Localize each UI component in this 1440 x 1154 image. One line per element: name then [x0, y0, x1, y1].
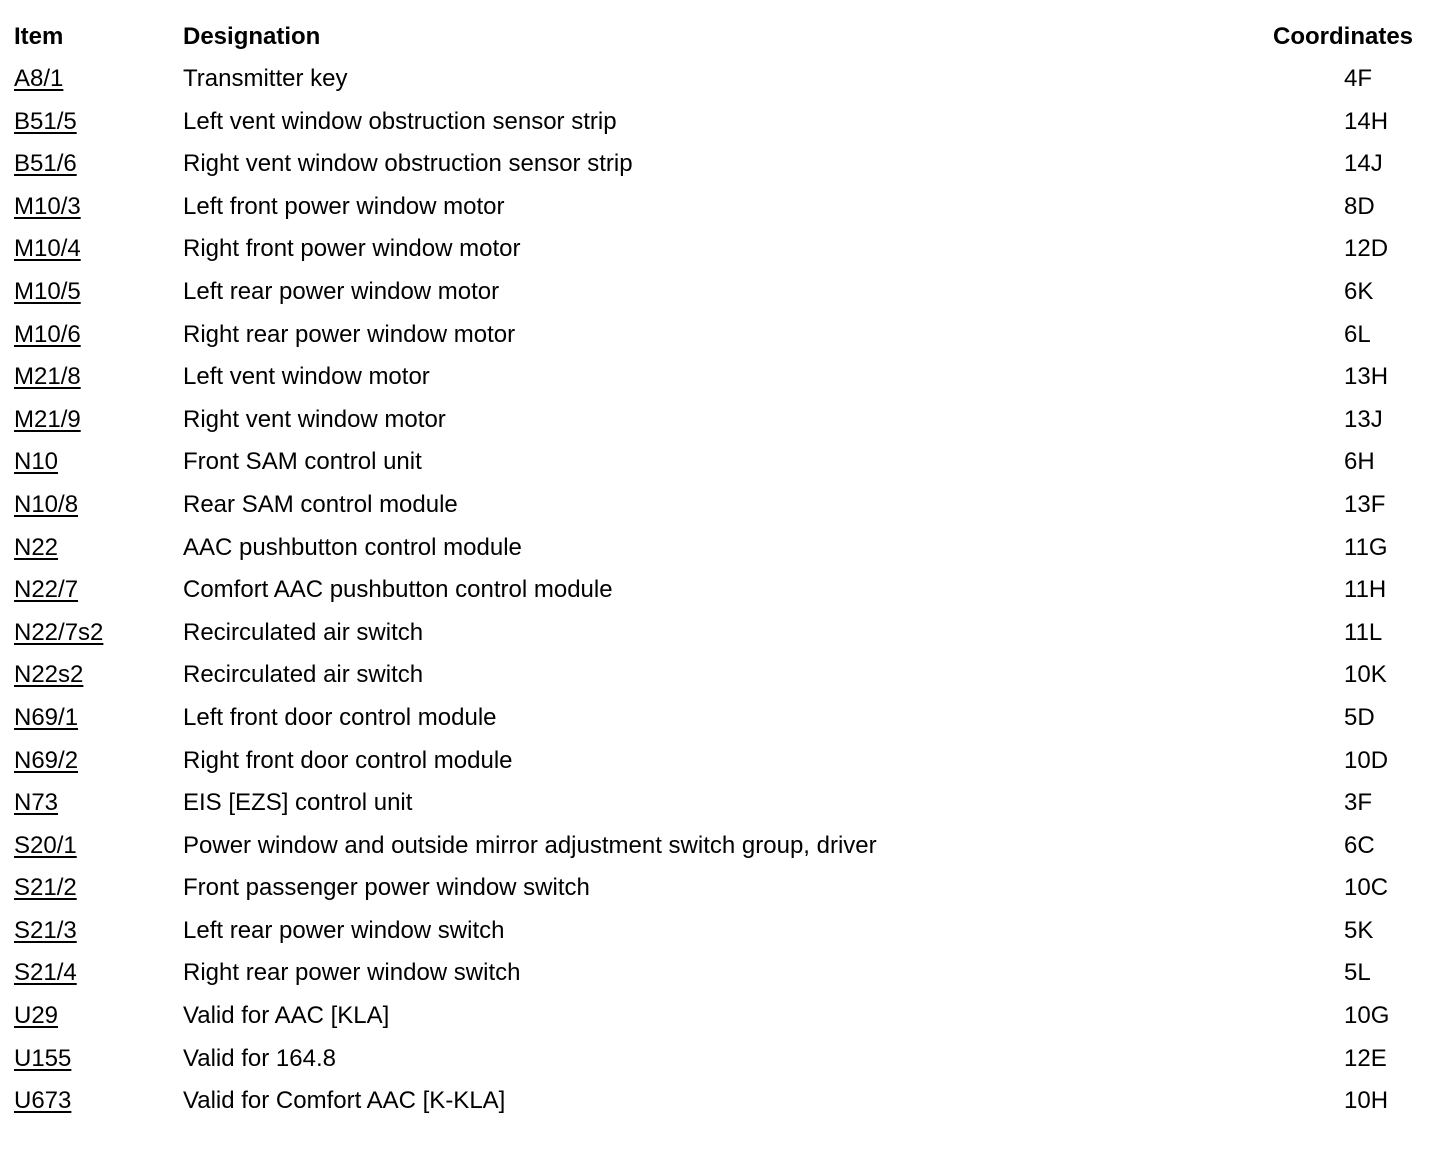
designation-cell: Valid for AAC [KLA] [183, 1002, 390, 1030]
item-cell [14, 533, 58, 563]
coordinates-cell: 11G [1344, 533, 1388, 561]
item-cell [14, 490, 78, 520]
table-row [14, 575, 1424, 618]
table-row [14, 660, 1424, 703]
designation-cell: Right rear power window motor [183, 320, 516, 348]
component-legend-table [14, 22, 1424, 1129]
item-column-header: Item [14, 23, 64, 50]
item-code-link[interactable]: S20/1 [14, 831, 77, 859]
designation-cell: Right rear power window switch [183, 959, 521, 987]
table-row [14, 958, 1424, 1001]
item-cell [14, 320, 81, 350]
item-cell [14, 618, 103, 648]
table-row [14, 405, 1424, 448]
table-row [14, 746, 1424, 789]
item-cell [14, 1044, 71, 1074]
item-cell [14, 958, 77, 988]
table-row [14, 64, 1424, 107]
designation-cell: Left vent window obstruction sensor strip [183, 107, 617, 135]
table-row [14, 1044, 1424, 1087]
item-cell [14, 916, 77, 946]
designation-cell: Left rear power window switch [183, 916, 505, 944]
coordinates-cell: 10K [1344, 661, 1387, 689]
table-row [14, 1086, 1424, 1129]
table-header-row [14, 22, 1424, 64]
designation-cell: Right front power window motor [183, 235, 521, 263]
item-cell [14, 1086, 71, 1116]
item-cell [14, 405, 81, 435]
table-row [14, 277, 1424, 320]
item-code-link[interactable]: N22 [14, 533, 59, 561]
designation-cell: Right vent window obstruction sensor strip [183, 150, 633, 178]
coordinates-cell: 13H [1344, 363, 1389, 391]
table-body [14, 64, 1424, 1129]
item-code-link[interactable]: U29 [14, 1002, 59, 1030]
item-cell [14, 831, 77, 861]
designation-cell: AAC pushbutton control module [183, 533, 522, 561]
item-code-link[interactable]: B51/5 [14, 107, 77, 135]
item-cell [14, 788, 58, 818]
coordinates-cell: 8D [1344, 192, 1375, 220]
coordinates-cell: 4F [1344, 65, 1373, 92]
item-cell [14, 873, 77, 903]
coordinates-cell: 12E [1344, 1044, 1387, 1072]
table-row [14, 107, 1424, 150]
item-code-link[interactable]: N73 [14, 789, 59, 817]
item-code-link[interactable]: N22/7 [14, 576, 79, 604]
designation-cell: Front passenger power window switch [183, 874, 590, 902]
item-code-link[interactable]: S21/2 [14, 874, 77, 902]
item-cell [14, 1001, 58, 1031]
item-code-link[interactable]: A8/1 [14, 65, 64, 92]
table-row [14, 618, 1424, 661]
coordinates-cell: 5L [1344, 959, 1371, 987]
table-row [14, 1001, 1424, 1044]
coordinates-cell: 10G [1344, 1002, 1390, 1030]
coordinates-cell: 3F [1344, 789, 1373, 817]
coordinates-cell: 14H [1344, 107, 1389, 135]
coordinates-cell: 13J [1344, 405, 1383, 433]
designation-cell: Right front door control module [183, 746, 513, 774]
item-code-link[interactable]: N69/1 [14, 703, 79, 731]
table-row [14, 533, 1424, 576]
table-row [14, 873, 1424, 916]
item-cell [14, 107, 77, 137]
designation-cell: Recirculated air switch [183, 661, 424, 689]
item-code-link[interactable]: N10/8 [14, 490, 79, 518]
item-code-link[interactable]: N69/2 [14, 746, 79, 774]
table-row [14, 149, 1424, 192]
designation-cell: Right vent window motor [183, 405, 446, 433]
table-row [14, 703, 1424, 746]
designation-cell: Transmitter key [183, 65, 348, 92]
designation-cell: Valid for 164.8 [183, 1044, 336, 1072]
coordinates-cell: 11H [1344, 576, 1387, 604]
item-code-link[interactable]: M10/4 [14, 235, 81, 263]
item-cell [14, 746, 78, 776]
item-code-link[interactable]: S21/4 [14, 959, 77, 987]
table-row [14, 192, 1424, 235]
item-code-link[interactable]: M10/3 [14, 192, 81, 220]
item-cell [14, 575, 78, 605]
designation-cell: Comfort AAC pushbutton control module [183, 576, 613, 604]
table-row [14, 320, 1424, 363]
designation-cell: Valid for Comfort AAC [K-KLA] [183, 1087, 506, 1115]
item-code-link[interactable]: N22s2 [14, 661, 84, 689]
designation-cell: Left vent window motor [183, 363, 430, 391]
designation-cell: Left front power window motor [183, 192, 505, 220]
item-cell [14, 234, 81, 264]
coordinates-cell: 6K [1344, 277, 1374, 305]
item-code-link[interactable]: M10/6 [14, 320, 81, 348]
coordinates-cell: 12D [1344, 235, 1389, 263]
item-code-link[interactable]: U673 [14, 1087, 72, 1115]
coordinates-cell: 5D [1344, 703, 1375, 731]
coordinates-cell: 14J [1344, 150, 1383, 178]
designation-cell: Recirculated air switch [183, 618, 424, 646]
designation-cell: EIS [EZS] control unit [183, 789, 413, 817]
designation-cell: Front SAM control unit [183, 448, 422, 476]
designation-cell: Rear SAM control module [183, 490, 458, 518]
item-code-link[interactable]: N22/7s2 [14, 618, 104, 646]
designation-cell: Left rear power window motor [183, 277, 500, 305]
item-code-link[interactable]: B51/6 [14, 150, 77, 178]
table-row [14, 362, 1424, 405]
item-cell [14, 362, 81, 392]
item-cell [14, 64, 63, 94]
item-code-link[interactable]: M21/8 [14, 363, 81, 391]
coordinates-cell: 10C [1344, 874, 1389, 902]
designation-cell: Power window and outside mirror adjustment switch group, driver [183, 831, 877, 859]
coordinates-cell: 10D [1344, 746, 1389, 774]
item-cell [14, 149, 77, 179]
item-code-link[interactable]: M10/5 [14, 277, 81, 305]
coordinates-cell: 6L [1344, 320, 1371, 348]
designation-column-header: Designation [183, 23, 321, 50]
coordinates-cell: 13F [1344, 490, 1386, 518]
table-row [14, 234, 1424, 277]
item-cell [14, 660, 83, 690]
coordinates-cell: 11L [1344, 618, 1383, 646]
table-row [14, 447, 1424, 490]
item-cell [14, 277, 81, 307]
coordinates-cell: 6C [1344, 831, 1375, 859]
designation-cell: Left front door control module [183, 703, 497, 731]
table-row [14, 490, 1424, 533]
coordinates-cell: 5K [1344, 916, 1374, 944]
item-code-link[interactable]: M21/9 [14, 405, 81, 433]
coordinates-column-header: Coordinates [1273, 23, 1414, 50]
table-row [14, 788, 1424, 831]
table-row [14, 916, 1424, 959]
item-cell [14, 447, 58, 477]
item-code-link[interactable]: U155 [14, 1044, 72, 1072]
item-code-link[interactable]: N10 [14, 448, 59, 476]
table-row [14, 831, 1424, 874]
item-cell [14, 703, 78, 733]
item-code-link[interactable]: S21/3 [14, 916, 77, 944]
item-cell [14, 192, 81, 222]
coordinates-cell: 6H [1344, 448, 1375, 476]
coordinates-cell: 10H [1344, 1087, 1389, 1115]
